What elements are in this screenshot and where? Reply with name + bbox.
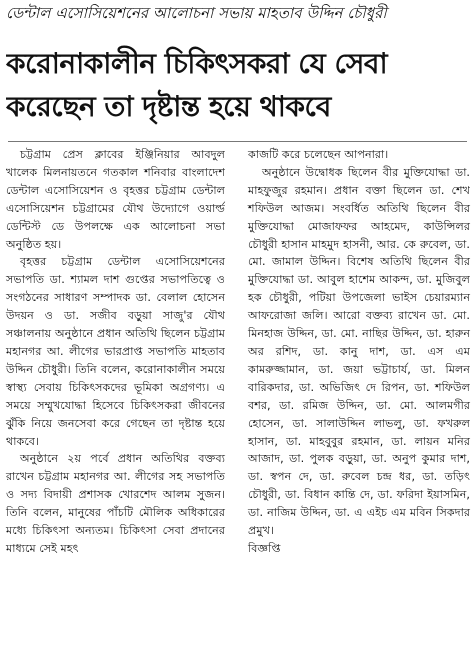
headline-divider xyxy=(8,141,467,142)
kicker-line: ডেন্টাল এসোসিয়েশনের আলোচনা সভায় মাহতাব উদ্দিন চৌধুরী xyxy=(6,4,387,22)
headline xyxy=(6,42,469,128)
article-column-left xyxy=(6,146,225,558)
article-paragraph: অনুষ্ঠানে উদ্বোধক ছিলেন বীর মুক্তিযোদ্ধা ডা. মাহফুজুর রহমান। প্রধান বক্তা ছিলেন ডা. শেখ শফিউল আজম। সংবর্ধিত অতিথি ছিলেন বীর মুক্তিযোদ্ধা মোজাফফর আহমেদ, কাউন্সিলর চৌধুরী হাসান মাহমুদ হাসনী, আর. কে রুবেল, ডা. মো. জামাল উদ্দিন। বিশেষ অতিথি ছিলেন বীর মুক্তিযোদ্ধা ডা. আবুল হাশেম আকন্দ, ডা. মুজিবুল হক চৌধুরী, পটিয়া উপজেলা ভাইস চেয়ারম্যান আফরোজা জলি। আরো বক্তব্য রাখেন ডা. মো. মিনহাজ উদ্দিন, ডা. মো. নাছির উদ্দিন, ডা. হারুন অর রশিদ, ডা. কানু দাশ, ডা. এস এম কামরুজ্জামান, ডা. জয়া ভট্টাচার্য, ডা. মিলন বারিকদার, ডা. অভিজিৎ দে রিপন, ডা. শফিউল বশর, ডা. রমিজ উদ্দিন, ডা. মো. আলমগীর হোসেন, ডা. সালাউদ্দিন লাভলু, ডা. ফখরুল হাসান, ডা. মাহবুবুর রহমান, ডা. লায়ন মনির আজাদ, ডা. পুলক বড়ুয়া, ডা. অনুপ কুমার দাশ, ডা. স্বপন দে, ডা. রুবেল চন্দ্র ধর, ডা. তড়িৎ চৌধুরী, ডা. বিধান কান্তি দে, ডা. ফরিদা ইয়াসমিন, ডা. নাজিম উদ্দিন, ডা. এ এইচ এম মবিন সিকদার প্রমুখ। xyxy=(248,165,470,538)
article-paragraph: বৃহত্তর চট্টগ্রাম ডেন্টাল এসোসিয়েশনের সভাপতি ডা. শ্যামল দাশ গুপ্তের সভাপতিত্বে ও সংগঠনের সাধারণ সম্পাদক ডা. বেলাল হোসেন উদয়ন ও ডা. সজীব বড়ুয়া সাজু'র যৌথ সঞ্চালনায় অনুষ্ঠানে প্রধান অতিথি ছিলেন চট্টগ্রাম মহানগর আ. লীগের ভারপ্রাপ্ত সভাপতি মাহতাব উদ্দিন চৌধুরী। তিনি বলেন, করোনাকালীন সময়ে স্বাস্থ্য সেবায় চিকিৎসকদের ভূমিকা অগ্রগণ্য। এ সময়ে সম্মুখযোদ্ধা হিসেবে চিকিৎসকরা জীবনের ঝুঁকি নিয়ে জনসেবা করে গেছেন তা দৃষ্টান্ত হয়ে থাকবে। xyxy=(6,255,225,448)
article-paragraph: চট্টগ্রাম প্রেস ক্লাবের ইঞ্জিনিয়ার আবদুল খালেক মিলনায়তনে গতকাল শনিবার বাংলাদেশ ডেন্টাল এসোসিয়েশন ও বৃহত্তর চট্টগ্রাম ডেন্টাল এসোসিয়েশন চট্টগ্রামের যৌথ উদ্যোগে ওয়ার্ল্ড ডেন্টিস্ট ডে উপলক্ষে এক আলোচনা সভা অনুষ্ঠিত হয়। xyxy=(6,148,225,251)
press-release-credit: বিজ্ঞপ্তি xyxy=(248,541,281,555)
article-column-right xyxy=(248,146,470,558)
article-paragraph: অনুষ্ঠানে ২য় পর্বে প্রধান অতিথির বক্তব্য রাখেন চট্টগ্রাম মহানগর আ. লীগের সহ সভাপতি ও সদ্য বিদায়ী প্রশাসক খোরশেদ আলম সুজন। তিনি বলেন, মানুষের পাঁচটি মৌলিক অধিকারের মধ্যে চিকিৎসা অন্যতম। চিকিৎসা সেবা প্রদানের মাধ্যমে সেই মহৎ xyxy=(6,452,225,555)
headline-line-1: করোনাকালীন চিকিৎসকরা যে সেবা xyxy=(6,47,388,80)
headline-line-2: করেছেন তা দৃষ্টান্ত হয়ে থাকবে xyxy=(6,90,331,123)
article-paragraph-continued: কাজটি করে চলেছেন আপনারা। xyxy=(248,148,389,161)
